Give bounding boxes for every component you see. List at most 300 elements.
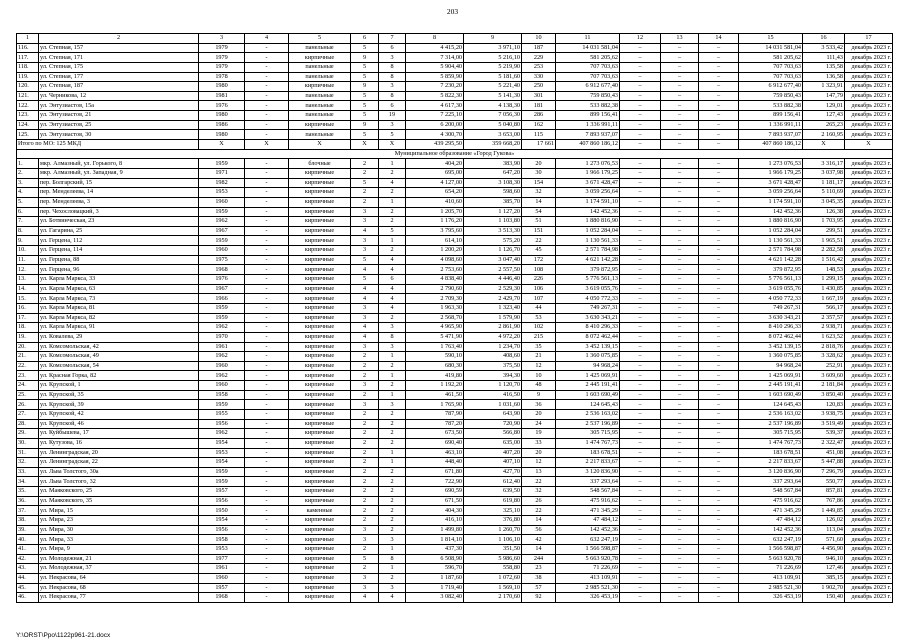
total-row [17, 140, 893, 150]
table-cell: декабрь 2023 г. [845, 496, 893, 506]
table-cell: 566,80 [464, 429, 522, 439]
table-cell: 413 109,91 [556, 573, 620, 583]
table-cell: кирпичные [289, 535, 351, 545]
table-cell: – [699, 361, 739, 371]
table-cell: ул. Герцена, 114 [39, 246, 199, 256]
table-cell: – [661, 332, 699, 342]
table-row [17, 303, 893, 313]
table-cell: – [699, 583, 739, 593]
table-cell: 1 260,70 [464, 525, 522, 535]
table-cell: ул. Карла Маркса, 82 [39, 313, 199, 323]
table-row [17, 159, 893, 169]
table-cell: 566,17 [803, 303, 845, 313]
table-cell: – [661, 197, 699, 207]
table-cell: 946,10 [803, 554, 845, 564]
table-cell: ул. Карла Маркса, 73 [39, 294, 199, 304]
table-cell: 437,30 [406, 544, 464, 554]
table-cell: 2 [379, 496, 406, 506]
table-cell: 6 200,00 [406, 120, 464, 130]
table-cell: – [661, 217, 699, 227]
table-cell: 3 671 428,47 [556, 178, 620, 188]
table-cell: 5 [351, 130, 379, 140]
table-cell: 1 902,70 [803, 583, 845, 593]
table-cell: – [620, 294, 661, 304]
table-cell: 5 [351, 43, 379, 53]
table-cell: 407 860 186,12 [739, 140, 803, 150]
table-cell: 1 130 561,33 [556, 236, 620, 246]
table-cell: 1956 [199, 525, 245, 535]
table-cell: 7 225,10 [406, 111, 464, 121]
table-cell: 2 [379, 506, 406, 516]
table-cell: – [661, 111, 699, 121]
table-row [17, 544, 893, 554]
table-cell: 3 519,49 [803, 419, 845, 429]
table-cell: 35. [17, 487, 39, 497]
table-cell: – [620, 409, 661, 419]
table-cell: 3 059 256,64 [556, 188, 620, 198]
table-row [17, 448, 893, 458]
table-cell: декабрь 2023 г. [845, 246, 893, 256]
table-cell: - [245, 284, 289, 294]
table-cell: 404,30 [406, 506, 464, 516]
table-cell: 1953 [199, 544, 245, 554]
table-cell: 2 [379, 438, 406, 448]
table-cell: 8 072 462,44 [556, 332, 620, 342]
table-cell: 5 904,40 [406, 62, 464, 72]
table-cell: 2 [351, 496, 379, 506]
table-cell: блочные [289, 159, 351, 169]
table-cell: – [620, 226, 661, 236]
table-cell: 33. [17, 467, 39, 477]
table-cell: 121. [17, 91, 39, 101]
table-cell: 654,20 [406, 188, 464, 198]
table-cell: 20 [522, 409, 556, 419]
table-cell: 8 [406, 34, 464, 44]
table-row [17, 246, 893, 256]
table-cell: 229 [522, 53, 556, 63]
table-cell: 5 859,90 [406, 72, 464, 82]
table-cell: 471 345,29 [556, 506, 620, 516]
table-cell: 5 471,90 [406, 332, 464, 342]
table-cell: кирпичные [289, 573, 351, 583]
table-cell: 265,23 [803, 120, 845, 130]
table-cell: 124. [17, 120, 39, 130]
table-cell: 2 529,30 [464, 284, 522, 294]
table-cell: кирпичные [289, 188, 351, 198]
table-cell: 142 452,36 [556, 525, 620, 535]
table-cell: – [620, 91, 661, 101]
table-cell: 4 972,20 [464, 332, 522, 342]
table-cell: – [661, 178, 699, 188]
table-cell: – [661, 467, 699, 477]
table-cell: – [620, 400, 661, 410]
table-row [17, 43, 893, 53]
table-cell: 2 709,30 [406, 294, 464, 304]
table-cell: декабрь 2023 г. [845, 159, 893, 169]
table-cell: ул. Некрасова, 68 [39, 583, 199, 593]
table-cell: - [245, 390, 289, 400]
table-cell: ул. Герцена, 112 [39, 236, 199, 246]
table-cell: 1958 [199, 390, 245, 400]
table-cell: кирпичные [289, 496, 351, 506]
table-row [17, 120, 893, 130]
table-cell: декабрь 2023 г. [845, 516, 893, 526]
table-cell: 2 [379, 381, 406, 391]
table-row [17, 564, 893, 574]
table-cell: 2 557,50 [464, 265, 522, 275]
table-cell: 20 [522, 159, 556, 169]
table-cell: ул. Энтузиастов, 30 [39, 130, 199, 140]
table-cell: 787,90 [406, 409, 464, 419]
table-cell: кирпичные [289, 361, 351, 371]
table-cell: 6 [351, 34, 379, 44]
table-cell: – [699, 516, 739, 526]
table-cell: 39. [17, 525, 39, 535]
table-cell: 3 653,00 [464, 130, 522, 140]
table-cell: – [699, 467, 739, 477]
table-cell: 4 [351, 593, 379, 603]
table-cell: 550,77 [803, 477, 845, 487]
table-cell: кирпичные [289, 352, 351, 362]
table-cell: 3 630 343,21 [556, 313, 620, 323]
table-cell: ул. Крупской, 46 [39, 419, 199, 429]
table-cell: – [661, 140, 699, 150]
table-cell: 707 703,63 [556, 72, 620, 82]
table-cell: 305 715,95 [556, 429, 620, 439]
table-cell: 707 703,63 [739, 62, 803, 72]
table-cell: кирпичные [289, 409, 351, 419]
table-cell: 150,40 [803, 593, 845, 603]
table-cell: 1 966 179,25 [739, 168, 803, 178]
table-cell: – [661, 265, 699, 275]
table-cell: 558,80 [464, 564, 522, 574]
table-cell: 7 230,20 [406, 82, 464, 92]
table-cell: ул. Крупской, 42 [39, 409, 199, 419]
table-cell: декабрь 2023 г. [845, 72, 893, 82]
table-cell: 5. [17, 197, 39, 207]
table-cell: 330 [522, 72, 556, 82]
table-cell: 6 [379, 275, 406, 285]
table-cell: 5 [379, 130, 406, 140]
table-cell: ул. Льва Толстого, 30а [39, 467, 199, 477]
table-cell: 2 [379, 409, 406, 419]
table-cell: кирпичные [289, 390, 351, 400]
table-cell: ул. Комсомольская, 49 [39, 352, 199, 362]
table-cell: 4 [379, 303, 406, 313]
table-cell: 35 [522, 342, 556, 352]
table-cell: – [620, 265, 661, 275]
table-cell: – [620, 62, 661, 72]
table-cell: - [245, 400, 289, 410]
table-cell: - [245, 188, 289, 198]
table-cell: 4. [17, 188, 39, 198]
table-cell: – [661, 525, 699, 535]
table-row [17, 101, 893, 111]
table-cell: 1954 [199, 438, 245, 448]
table-row [17, 130, 893, 140]
table-cell: 1 703,95 [803, 217, 845, 227]
table-cell: декабрь 2023 г. [845, 62, 893, 72]
table-cell: 7 314,00 [406, 53, 464, 63]
table-cell: 111,43 [803, 53, 845, 63]
table-cell: 376,80 [464, 516, 522, 526]
table-cell: 2 [379, 573, 406, 583]
table-cell: 2 357,57 [803, 313, 845, 323]
table-cell: 4 [245, 34, 289, 44]
table-cell: 1979 [199, 62, 245, 72]
table-cell: 326 453,19 [556, 593, 620, 603]
table-cell: 5 [351, 178, 379, 188]
table-cell: 7 296,79 [803, 467, 845, 477]
table-cell: 4 965,90 [406, 323, 464, 333]
table-cell: кирпичные [289, 53, 351, 63]
table-cell: – [620, 516, 661, 526]
table-cell: - [245, 62, 289, 72]
table-cell: – [620, 448, 661, 458]
table-cell: 9 [351, 120, 379, 130]
table-cell: – [620, 197, 661, 207]
table-cell: 3 [351, 246, 379, 256]
table-cell: 1 299,15 [803, 275, 845, 285]
table-cell: – [699, 323, 739, 333]
table-cell: 3 [351, 303, 379, 313]
table-cell: 13. [17, 275, 39, 285]
table-row [17, 207, 893, 217]
table-cell: 337 293,64 [739, 477, 803, 487]
table-cell: 1 127,20 [464, 207, 522, 217]
table-cell: 5 110,69 [803, 188, 845, 198]
table-cell: 3 [351, 583, 379, 593]
table-cell: 671,80 [406, 467, 464, 477]
table-cell: 1977 [199, 554, 245, 564]
table-cell: 2 [351, 438, 379, 448]
table-cell: 2 [351, 159, 379, 169]
table-cell: ул. Мира, 33 [39, 535, 199, 545]
table-cell: – [620, 506, 661, 516]
table-row [17, 111, 893, 121]
table-cell: 5 181,60 [464, 72, 522, 82]
table-cell: 38 [522, 573, 556, 583]
table-cell: 1 234,70 [464, 342, 522, 352]
table-cell: 8. [17, 226, 39, 236]
table-cell: 8 [379, 91, 406, 101]
table-cell: 8 [379, 332, 406, 342]
table-cell: кирпичные [289, 438, 351, 448]
table-cell: 19. [17, 332, 39, 342]
table-cell: - [245, 419, 289, 429]
table-cell: 1 603 690,49 [556, 390, 620, 400]
table-cell: ул. Некрасова, 77 [39, 593, 199, 603]
table-row [17, 226, 893, 236]
table-cell: 1979 [199, 53, 245, 63]
table-row [17, 467, 893, 477]
table-cell: 475 916,62 [739, 496, 803, 506]
table-cell: 1962 [199, 429, 245, 439]
table-cell: – [661, 361, 699, 371]
table-cell: - [245, 487, 289, 497]
table-cell: – [620, 168, 661, 178]
table-cell: 42 [522, 535, 556, 545]
table-cell: 4 098,60 [406, 255, 464, 265]
table-cell: – [699, 342, 739, 352]
table-cell: – [661, 236, 699, 246]
table-cell: 857,81 [803, 487, 845, 497]
table-cell: – [661, 535, 699, 545]
table-cell: 30. [17, 438, 39, 448]
table-cell: 94 968,24 [739, 361, 803, 371]
table-cell: 5 [351, 554, 379, 564]
table-cell: 56 [522, 525, 556, 535]
table-cell: 17. [17, 313, 39, 323]
table-cell: - [245, 352, 289, 362]
table-cell: 3 [379, 583, 406, 593]
table-cell: 1960 [199, 381, 245, 391]
table-cell: 18. [17, 323, 39, 333]
table-cell: - [245, 255, 289, 265]
table-cell: 1953 [199, 448, 245, 458]
table-cell: 539,37 [803, 429, 845, 439]
table-cell: 2 [351, 371, 379, 381]
table-cell: кирпичные [289, 381, 351, 391]
table-cell: 28. [17, 419, 39, 429]
table-cell: 1959 [199, 207, 245, 217]
table-cell: ул. Степная, 157 [39, 43, 199, 53]
table-cell: 142 452,36 [739, 207, 803, 217]
table-cell: – [620, 593, 661, 603]
table-cell: 1 516,42 [803, 255, 845, 265]
table-cell: 15. [17, 294, 39, 304]
table-cell: – [699, 217, 739, 227]
table-cell: 2 445 191,41 [556, 381, 620, 391]
table-cell: – [699, 496, 739, 506]
table-cell: кирпичные [289, 332, 351, 342]
table-cell: – [620, 419, 661, 429]
table-cell: – [620, 458, 661, 468]
table-cell: – [661, 342, 699, 352]
table-row [17, 352, 893, 362]
table-row [17, 438, 893, 448]
table-cell: 37. [17, 506, 39, 516]
table-cell: 2 861,90 [464, 323, 522, 333]
table-cell: 3 452 139,15 [556, 342, 620, 352]
table-cell: 71 226,69 [739, 564, 803, 574]
table-cell: 2 [351, 448, 379, 458]
table-cell: 3 971,10 [464, 43, 522, 53]
table-cell: 1 174 591,10 [556, 197, 620, 207]
table-cell: 51 [522, 217, 556, 227]
table-cell: 12 [522, 458, 556, 468]
table-cell: декабрь 2023 г. [845, 168, 893, 178]
table-cell: - [245, 467, 289, 477]
table-cell: - [245, 168, 289, 178]
table-cell: 3 108,30 [464, 178, 522, 188]
table-cell: 2 170,60 [464, 593, 522, 603]
table-cell: 32 [522, 188, 556, 198]
table-cell: 1 603 690,49 [739, 390, 803, 400]
table-cell: – [620, 525, 661, 535]
table-cell: 1 273 076,53 [556, 159, 620, 169]
table-cell: 1 880 816,90 [556, 217, 620, 227]
table-cell: 1 566 598,87 [739, 544, 803, 554]
table-cell: 1 103,80 [464, 217, 522, 227]
table-cell: 1 176,20 [406, 217, 464, 227]
table-cell: 2 [379, 246, 406, 256]
table-cell: – [699, 284, 739, 294]
table-cell: – [699, 255, 739, 265]
table-cell: 1 360 075,85 [556, 352, 620, 362]
table-cell: 7 056,30 [464, 111, 522, 121]
table-cell: 3. [17, 178, 39, 188]
table-cell: 14 [522, 544, 556, 554]
table-cell: 4 [351, 294, 379, 304]
table-cell: 5 [351, 91, 379, 101]
table-cell: декабрь 2023 г. [845, 429, 893, 439]
table-cell: – [620, 82, 661, 92]
table-cell: 359 668,20 [464, 140, 522, 150]
table-cell: 41. [17, 544, 39, 554]
table-cell: 1980 [199, 111, 245, 121]
table-cell: 4 [351, 332, 379, 342]
table-cell: ул. Ковалева, 29 [39, 332, 199, 342]
table-cell: – [699, 564, 739, 574]
table-cell: – [699, 101, 739, 111]
table-cell: - [245, 409, 289, 419]
table-cell: 3 513,30 [464, 226, 522, 236]
table-cell: – [661, 207, 699, 217]
table-row [17, 516, 893, 526]
table-cell: 3 671 428,47 [739, 178, 803, 188]
table-cell: X [379, 140, 406, 150]
table-cell: 383,90 [464, 159, 522, 169]
table-cell: - [245, 217, 289, 227]
table-cell: - [245, 438, 289, 448]
table-cell: – [620, 381, 661, 391]
table-cell: 1979 [199, 43, 245, 53]
table-cell: ул. Мира, 9 [39, 544, 199, 554]
table-cell: 9 [464, 34, 522, 44]
table-cell: декабрь 2023 г. [845, 361, 893, 371]
table-cell: – [699, 544, 739, 554]
table-cell: мкр. Алмазный, ул. Горького, 8 [39, 159, 199, 169]
table-cell: 3 [199, 34, 245, 44]
table-cell: 2 [351, 409, 379, 419]
table-cell: панельные [289, 62, 351, 72]
table-cell: – [699, 535, 739, 545]
table-cell: 162 [522, 120, 556, 130]
table-cell: 5 141,30 [464, 91, 522, 101]
table-cell: декабрь 2023 г. [845, 226, 893, 236]
table-cell: 119. [17, 72, 39, 82]
table-cell: 1 566 598,87 [556, 544, 620, 554]
table-cell: – [661, 82, 699, 92]
table-cell: кирпичные [289, 583, 351, 593]
table-cell: – [699, 332, 739, 342]
table-cell: – [661, 53, 699, 63]
table-cell: 1954 [199, 516, 245, 526]
table-cell: – [620, 342, 661, 352]
table-cell: – [620, 564, 661, 574]
table-cell: 1966 [199, 294, 245, 304]
table-cell: ул. Маяковского, 35 [39, 496, 199, 506]
table-cell: - [245, 275, 289, 285]
table-cell: 94 968,24 [556, 361, 620, 371]
table-cell: 2 [379, 217, 406, 227]
table-cell: декабрь 2023 г. [845, 419, 893, 429]
table-cell: ул. Молодежная, 37 [39, 564, 199, 574]
table-cell: декабрь 2023 г. [845, 381, 893, 391]
table-cell: ул. Куйбышева, 17 [39, 429, 199, 439]
table-row [17, 458, 893, 468]
